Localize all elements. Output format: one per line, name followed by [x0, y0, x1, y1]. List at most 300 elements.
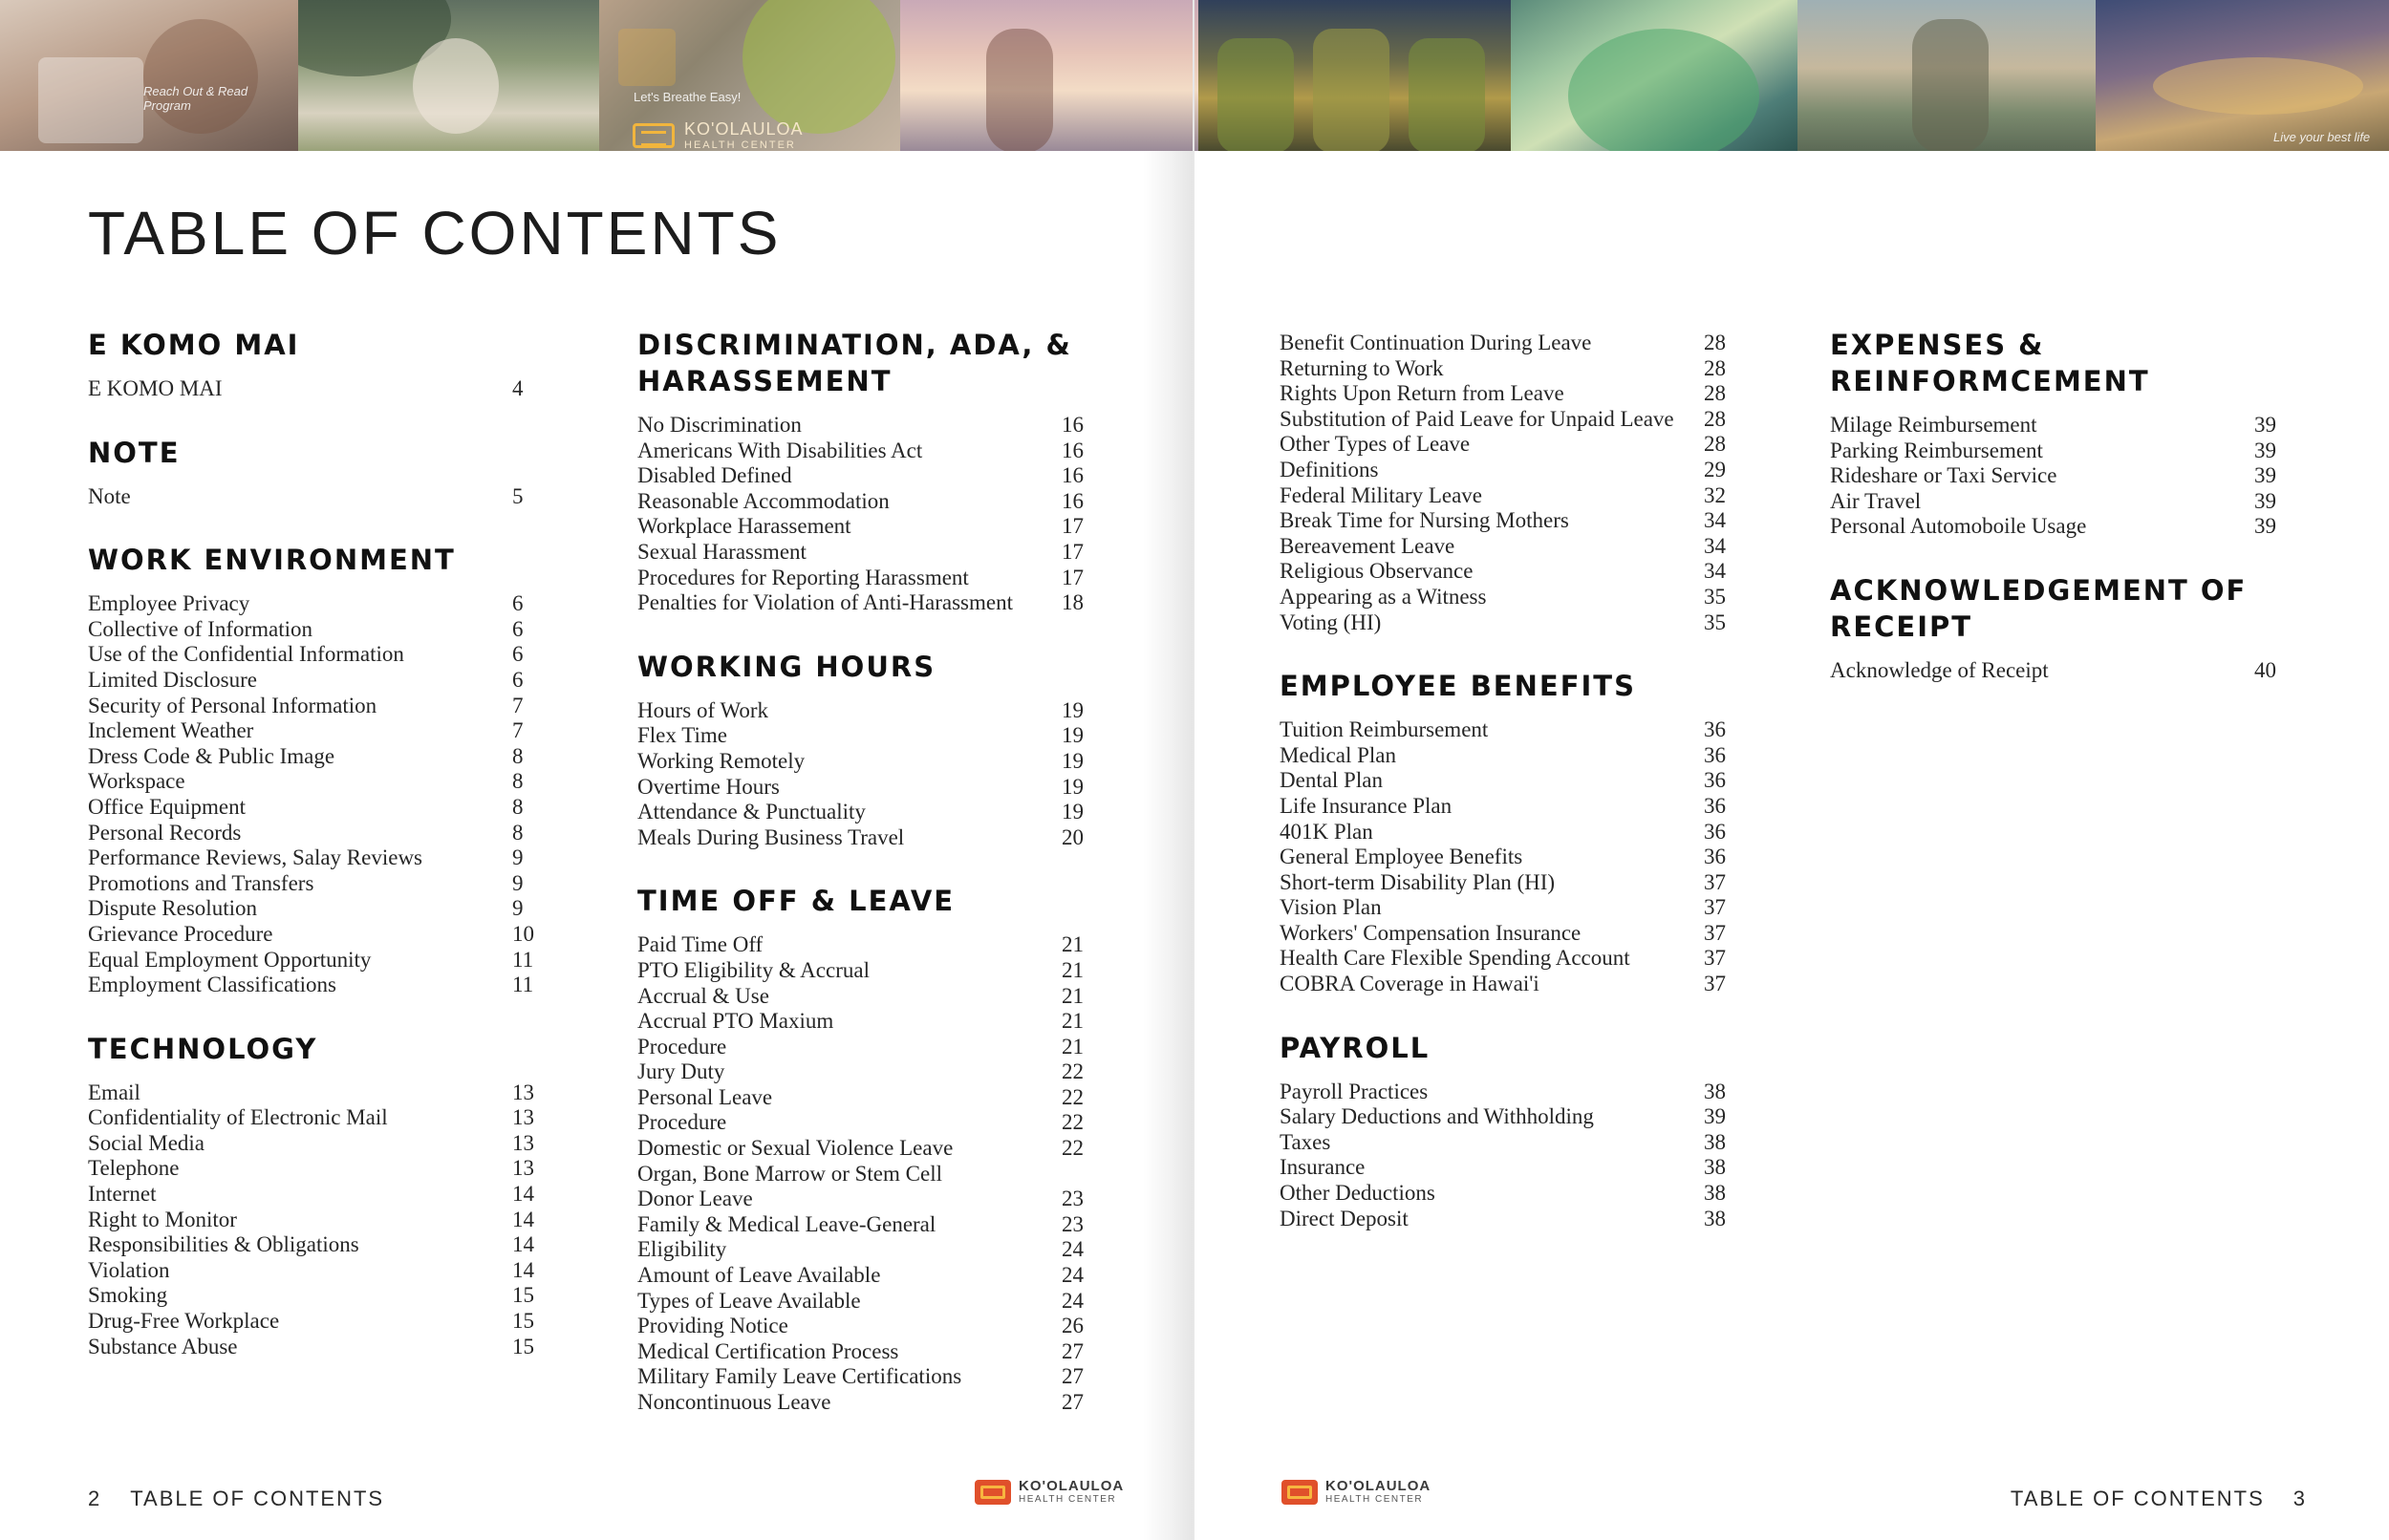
toc-entry-page: 21 [1062, 957, 1084, 982]
toc-section [88, 542, 535, 998]
toc-entry-page: 19 [1062, 723, 1084, 748]
footer-left [88, 1487, 384, 1511]
toc-entry[interactable] [637, 590, 1085, 616]
toc-entry-page: 34 [1704, 508, 1726, 533]
toc-entry-page: 16 [1062, 463, 1084, 488]
toc-entry-page: 38 [1704, 1181, 1726, 1206]
toc-entry-label: Limited Disclosure [88, 667, 257, 692]
toc-entry[interactable] [88, 1080, 535, 1106]
toc-entry-page: 35 [1704, 610, 1726, 634]
toc-entry-label: Jury Duty [637, 1059, 725, 1084]
toc-entry-page: 27 [1062, 1364, 1084, 1389]
toc-entry-label: Returning to Work [1280, 355, 1444, 380]
toc-entry-label: Milage Reimbursement [1830, 413, 2037, 437]
banner-logo-sub: HEALTH CENTER [684, 139, 796, 151]
toc-entry[interactable] [1280, 895, 1727, 921]
section-heading: TIME OFF & LEAVE [637, 885, 956, 918]
toc-entry[interactable] [637, 1085, 1085, 1111]
toc-entry-page: 28 [1704, 432, 1726, 457]
toc-entry-page: 9 [512, 845, 524, 870]
toc-entry-page: 27 [1062, 1338, 1084, 1363]
toc-entry[interactable] [637, 1263, 1085, 1289]
toc-entry-label: Security of Personal Information [88, 693, 377, 717]
toc-entry[interactable] [1830, 658, 2277, 684]
toc-entry[interactable] [1280, 1207, 1727, 1232]
toc-entry[interactable] [88, 1335, 535, 1360]
toc-entry-label: Employment Classifications [88, 973, 336, 997]
toc-entry[interactable] [88, 922, 535, 948]
toc-entry-label: Bereavement Leave [1280, 533, 1455, 558]
toc-entry[interactable] [637, 413, 1085, 438]
toc-entry-label: COBRA Coverage in Hawai'i [1280, 972, 1539, 996]
toc-entry-label: Inclement Weather [88, 718, 254, 743]
toc-entry-page: 7 [512, 693, 524, 717]
toc-entry[interactable] [88, 694, 535, 719]
toc-entry-label: Dental Plan [1280, 768, 1383, 793]
toc-entry-page: 6 [512, 667, 524, 692]
toc-entry-label: Responsibilities & Obligations [88, 1232, 359, 1257]
toc-entry-label: Vision Plan [1280, 895, 1382, 920]
toc-entry[interactable] [637, 1187, 1085, 1212]
toc-entry-label: Providing Notice [637, 1314, 788, 1338]
koolauloa-logo-icon [1281, 1480, 1318, 1505]
toc-entry-label: Dispute Resolution [88, 896, 257, 921]
toc-entry[interactable] [88, 376, 535, 402]
toc-section [637, 327, 1085, 616]
toc-section [88, 327, 535, 402]
toc-entry[interactable] [88, 795, 535, 821]
toc-entry-page: 19 [1062, 800, 1084, 824]
toc-entry[interactable] [88, 1182, 535, 1208]
toc-entry[interactable] [637, 1009, 1085, 1035]
toc-entry-label: Insurance [1280, 1155, 1366, 1180]
toc-entry[interactable] [637, 958, 1085, 984]
toc-entry-page: 28 [1704, 381, 1726, 406]
toc-entry[interactable] [1280, 1155, 1727, 1181]
toc-entry-label: PTO Eligibility & Accrual [637, 957, 870, 982]
toc-entry[interactable] [88, 591, 535, 617]
banner-caption-breathe: Let's Breathe Easy! [634, 90, 742, 104]
toc-entry-label: Overtime Hours [637, 774, 780, 799]
toc-entry-page: 36 [1704, 845, 1726, 869]
toc-entry[interactable] [1280, 972, 1727, 997]
toc-entry[interactable] [88, 617, 535, 643]
toc-entry-label: Medical Plan [1280, 742, 1396, 767]
toc-entry-label: Donor Leave [637, 1187, 753, 1211]
koolauloa-logo-icon [975, 1480, 1011, 1505]
toc-entry-page: 39 [2254, 438, 2276, 462]
toc-entry[interactable] [1280, 1080, 1727, 1105]
toc-entry-label: Workers' Compensation Insurance [1280, 920, 1582, 945]
toc-entry[interactable] [1280, 921, 1727, 947]
toc-column-4 [1830, 327, 2277, 717]
toc-entry-page: 11 [512, 973, 534, 997]
toc-entry[interactable] [1280, 845, 1727, 870]
toc-entry-label: Personal Automoboile Usage [1830, 514, 2087, 539]
section-heading: PAYROLL [1280, 1031, 1431, 1064]
banner-photo-elder [298, 0, 599, 151]
toc-entry-label: Promotions and Transfers [88, 870, 314, 895]
toc-entry-label: Working Remotely [637, 748, 806, 773]
toc-entry-page: 29 [1704, 457, 1726, 481]
toc-entry-label: Note [88, 483, 131, 508]
toc-entry[interactable] [637, 514, 1085, 540]
footer-logo-name: KO'OLAULOA [1019, 1478, 1125, 1494]
toc-entry-page: 36 [1704, 793, 1726, 818]
toc-entry[interactable] [1280, 508, 1727, 534]
toc-entry-label: Telephone [88, 1156, 180, 1181]
toc-entry-label: Social Media [88, 1130, 204, 1155]
toc-entry-label: Accrual & Use [637, 983, 769, 1008]
footer-logo-sub: HEALTH CENTER [1325, 1494, 1424, 1505]
toc-entry-page: 35 [1704, 584, 1726, 609]
toc-entry-label: Voting (HI) [1280, 610, 1382, 634]
toc-entry-label: Other Types of Leave [1280, 432, 1471, 457]
toc-entry-page: 38 [1704, 1129, 1726, 1154]
toc-entry-label: No Discrimination [637, 413, 802, 437]
toc-entry[interactable] [637, 800, 1085, 825]
toc-entry[interactable] [1280, 1130, 1727, 1156]
toc-entry[interactable] [637, 1136, 1085, 1162]
toc-entry-label: Medical Certification Process [637, 1338, 899, 1363]
toc-entry-page: 37 [1704, 895, 1726, 920]
banner-caption-live: Live your best life [2273, 130, 2371, 144]
toc-entry[interactable] [1280, 381, 1727, 407]
toc-column-3 [1280, 331, 1727, 1264]
toc-column-1 [88, 327, 535, 1392]
toc-entry[interactable] [88, 821, 535, 846]
toc-entry-label: Break Time for Nursing Mothers [1280, 508, 1569, 533]
banner-photo-wave [1511, 0, 1797, 151]
toc-entry[interactable] [88, 718, 535, 744]
toc-entry-label: Substitution of Paid Leave for Unpaid Leave [1280, 406, 1674, 431]
toc-entry-page: 37 [1704, 972, 1726, 996]
toc-entry[interactable] [88, 871, 535, 897]
toc-entry[interactable] [88, 1258, 535, 1284]
toc-entry-label: Paid Time Off [637, 932, 764, 957]
toc-entry-page: 16 [1062, 438, 1084, 462]
toc-entry-label: Federal Military Leave [1280, 482, 1483, 507]
toc-entry[interactable] [637, 825, 1085, 851]
toc-entry-label: Workspace [88, 769, 185, 794]
toc-entry-label: Parking Reimbursement [1830, 438, 2043, 462]
toc-entry[interactable] [637, 1289, 1085, 1315]
toc-entry-page: 5 [512, 483, 524, 508]
banner-logo-name: KO'OLAULOA [684, 119, 804, 139]
toc-entry-label: Personal Records [88, 820, 242, 845]
toc-entry-label: Meals During Business Travel [637, 824, 905, 849]
toc-entry[interactable] [637, 1237, 1085, 1263]
toc-entry-label: Personal Leave [637, 1084, 773, 1109]
toc-entry-label: Amount of Leave Available [637, 1263, 881, 1288]
banner-logo [633, 120, 803, 151]
toc-entry-label: Office Equipment [88, 794, 246, 819]
toc-entry-label: Workplace Harassement [637, 514, 851, 539]
toc-entry-page: 28 [1704, 406, 1726, 431]
toc-entry-label: Collective of Information [88, 616, 313, 641]
section-heading: ACKNOWLEDGEMENT OF RECEIPT [1830, 573, 2248, 643]
toc-entry-page: 32 [1704, 482, 1726, 507]
banner-photo-walking-man [1797, 0, 2096, 151]
toc-entry-label: General Employee Benefits [1280, 845, 1523, 869]
toc-entry-page: 7 [512, 718, 524, 743]
toc-entry[interactable] [637, 723, 1085, 749]
toc-entry-label: Use of the Confidential Information [88, 642, 404, 667]
toc-entry-page: 38 [1704, 1155, 1726, 1180]
toc-entry[interactable] [1280, 534, 1727, 560]
toc-entry[interactable] [1830, 413, 2277, 438]
toc-entry[interactable] [1280, 432, 1727, 458]
toc-entry-label: Penalties for Violation of Anti-Harassment [637, 590, 1013, 615]
banner-photo-sunset [2096, 0, 2389, 151]
section-heading: TECHNOLOGY [88, 1032, 318, 1065]
toc-entry[interactable] [1280, 483, 1727, 509]
toc-entry[interactable] [88, 1309, 535, 1335]
toc-entry[interactable] [1280, 585, 1727, 610]
section-heading: EXPENSES & REINFORMCEMENT [1830, 329, 2150, 397]
toc-entry-page: 28 [1704, 331, 1726, 354]
toc-entry-page: 20 [1062, 824, 1084, 849]
toc-entry-label: Short-term Disability Plan (HI) [1280, 869, 1556, 894]
toc-entry-page: 9 [512, 870, 524, 895]
toc-entry[interactable] [88, 896, 535, 922]
toc-entry-label: Payroll Practices [1280, 1079, 1429, 1103]
toc-entry[interactable] [88, 1208, 535, 1233]
toc-entry[interactable] [1280, 820, 1727, 845]
toc-entry-page: 11 [512, 947, 534, 972]
toc-entry-label: Organ, Bone Marrow or Stem Cell [637, 1161, 942, 1186]
section-heading: WORK ENVIRONMENT [88, 544, 456, 577]
toc-entry-page: 23 [1062, 1211, 1084, 1236]
section-heading: E KOMO MAI [88, 329, 300, 361]
toc-entry-page: 19 [1062, 748, 1084, 773]
footer-logo-right [1281, 1479, 1431, 1505]
toc-entry[interactable] [88, 973, 535, 998]
toc-entry[interactable] [1280, 1104, 1727, 1130]
toc-entry-label: Procedure [637, 1034, 727, 1059]
toc-entry-page: 17 [1062, 539, 1084, 564]
toc-entry[interactable] [1280, 331, 1727, 356]
toc-entry[interactable] [1280, 870, 1727, 896]
footer-logo-left [975, 1479, 1124, 1505]
banner-caption-reach-out: Reach Out & Read Program [143, 84, 248, 113]
toc-entry-page: 6 [512, 642, 524, 667]
toc-entry[interactable] [88, 1156, 535, 1182]
toc-entry-page: 39 [1704, 1104, 1726, 1129]
toc-entry[interactable] [1280, 946, 1727, 972]
toc-entry[interactable] [637, 1059, 1085, 1085]
toc-entry-page: 27 [1062, 1390, 1084, 1414]
photo-banner [0, 0, 2389, 151]
toc-entry[interactable] [1280, 458, 1727, 483]
toc-entry-label: Eligibility [637, 1237, 727, 1262]
toc-column-2 [637, 327, 1085, 1448]
toc-entry-label: Grievance Procedure [88, 921, 273, 946]
toc-entry[interactable] [88, 948, 535, 973]
toc-entry-page: 36 [1704, 768, 1726, 793]
toc-entry-label: Procedures for Reporting Harassment [637, 565, 969, 589]
toc-entry[interactable] [637, 775, 1085, 801]
toc-entry[interactable] [88, 1105, 535, 1131]
toc-entry-page: 22 [1062, 1084, 1084, 1109]
toc-entry[interactable] [637, 489, 1085, 515]
toc-entry-page: 8 [512, 743, 524, 768]
toc-entry[interactable] [1280, 743, 1727, 769]
toc-entry-page: 36 [1704, 717, 1726, 742]
toc-entry-label: Military Family Leave Certifications [637, 1364, 962, 1389]
toc-entry[interactable] [88, 769, 535, 795]
toc-entry-page: 38 [1704, 1079, 1726, 1103]
toc-entry[interactable] [637, 749, 1085, 775]
toc-entry-page: 13 [512, 1130, 534, 1155]
toc-entry[interactable] [637, 1390, 1085, 1416]
toc-entry-label: Appearing as a Witness [1280, 584, 1487, 609]
toc-entry-label: Domestic or Sexual Violence Leave [637, 1136, 954, 1161]
toc-entry-page: 22 [1062, 1110, 1084, 1135]
toc-entry-label: Substance Abuse [88, 1334, 238, 1358]
toc-entry-label: Reasonable Accommodation [637, 488, 890, 513]
toc-entry[interactable] [637, 438, 1085, 464]
toc-entry[interactable] [637, 463, 1085, 489]
toc-entry-label: Procedure [637, 1110, 727, 1135]
toc-entry[interactable] [637, 932, 1085, 958]
toc-entry-label: Right to Monitor [88, 1207, 237, 1231]
toc-entry[interactable] [1830, 463, 2277, 489]
toc-entry[interactable] [1280, 794, 1727, 820]
toc-entry-label: Drug-Free Workplace [88, 1309, 280, 1334]
toc-entry-page: 21 [1062, 932, 1084, 957]
toc-entry[interactable] [88, 1232, 535, 1258]
toc-entry-label: Confidentiality of Electronic Mail [88, 1105, 388, 1130]
toc-entry-page: 10 [512, 921, 534, 946]
toc-entry[interactable] [1280, 1181, 1727, 1207]
toc-entry-label: Family & Medical Leave-General [637, 1211, 936, 1236]
toc-entry-label: Employee Privacy [88, 591, 250, 616]
toc-entry-label: Dress Code & Public Image [88, 743, 335, 768]
toc-entry-page: 37 [1704, 869, 1726, 894]
toc-entry[interactable] [88, 845, 535, 871]
toc-entry-label: Noncontinuous Leave [637, 1390, 831, 1414]
toc-entry[interactable] [637, 698, 1085, 724]
toc-entry-page: 15 [512, 1283, 534, 1308]
toc-entry[interactable] [88, 484, 535, 510]
toc-section [1830, 327, 2277, 540]
toc-entry-page: 16 [1062, 413, 1084, 437]
toc-entry-page: 17 [1062, 514, 1084, 539]
footer-logo-sub: HEALTH CENTER [1019, 1494, 1117, 1505]
toc-entry-page: 14 [512, 1257, 534, 1282]
toc-entry[interactable] [637, 1162, 1085, 1187]
toc-entry-page: 37 [1704, 920, 1726, 945]
toc-entry-label: Definitions [1280, 457, 1379, 481]
toc-entry[interactable] [1280, 610, 1727, 636]
toc-entry-page: 39 [2254, 463, 2276, 488]
page-divider [1193, 0, 1194, 1540]
page-number-left: 2 [88, 1487, 102, 1510]
toc-entry[interactable] [637, 1364, 1085, 1390]
footer-logo-name: KO'OLAULOA [1325, 1478, 1431, 1494]
toc-entry-page: 21 [1062, 983, 1084, 1008]
toc-section [88, 435, 535, 510]
toc-entry[interactable] [1830, 489, 2277, 515]
toc-entry-page: 14 [512, 1182, 534, 1207]
toc-entry-page: 21 [1062, 1034, 1084, 1059]
toc-entry-page: 13 [512, 1080, 534, 1104]
toc-entry-label: Disabled Defined [637, 463, 792, 488]
toc-entry-label: Types of Leave Available [637, 1288, 861, 1313]
toc-entry-page: 24 [1062, 1288, 1084, 1313]
toc-entry-label: Internet [88, 1182, 157, 1207]
toc-entry-label: Air Travel [1830, 488, 1922, 513]
toc-entry[interactable] [637, 1110, 1085, 1136]
toc-entry-page: 39 [2254, 514, 2276, 539]
toc-entry[interactable] [1830, 438, 2277, 464]
page-spine-shadow [1143, 151, 1193, 1540]
banner-photo-hula [1198, 0, 1511, 151]
toc-entry[interactable] [1280, 768, 1727, 794]
toc-entry-label: Violation [88, 1257, 170, 1282]
toc-entry-label: E KOMO MAI [88, 376, 223, 400]
toc-entry[interactable] [637, 1314, 1085, 1339]
toc-entry[interactable] [637, 540, 1085, 566]
toc-entry[interactable] [1280, 356, 1727, 382]
section-heading: EMPLOYEE BENEFITS [1280, 670, 1636, 703]
toc-entry[interactable] [1280, 559, 1727, 585]
toc-entry-page: 36 [1704, 819, 1726, 844]
toc-entry[interactable] [88, 744, 535, 770]
toc-entry-label: Sexual Harassment [637, 539, 807, 564]
toc-section [1280, 668, 1727, 997]
toc-entry-page: 39 [2254, 488, 2276, 513]
toc-entry[interactable] [88, 642, 535, 668]
toc-entry[interactable] [637, 984, 1085, 1010]
toc-entry-page: 15 [512, 1334, 534, 1358]
toc-entry[interactable] [1830, 514, 2277, 540]
page-title: TABLE OF CONTENTS [88, 199, 782, 267]
footer-right [2011, 1487, 2307, 1511]
toc-entry-label: Hours of Work [637, 697, 768, 722]
toc-section [88, 1031, 535, 1360]
toc-entry-page: 14 [512, 1232, 534, 1257]
toc-entry-label: Rights Upon Return from Leave [1280, 381, 1564, 406]
banner-photo-beach-woman [900, 0, 1198, 151]
toc-entry-page: 17 [1062, 565, 1084, 589]
toc-entry[interactable] [637, 1339, 1085, 1365]
toc-entry-page: 34 [1704, 533, 1726, 558]
toc-entry[interactable] [637, 1212, 1085, 1238]
footer-label-right: TABLE OF CONTENTS [2010, 1487, 2265, 1510]
toc-entry-page: 13 [512, 1105, 534, 1130]
toc-entry[interactable] [88, 1283, 535, 1309]
toc-entry-label: Accrual PTO Maxium [637, 1009, 834, 1034]
toc-entry[interactable] [637, 1035, 1085, 1060]
toc-entry-page: 22 [1062, 1136, 1084, 1161]
toc-entry-label: Religious Observance [1280, 559, 1474, 584]
toc-entry-page: 23 [1062, 1187, 1084, 1211]
toc-entry[interactable] [88, 1131, 535, 1157]
toc-entry-page: 16 [1062, 488, 1084, 513]
toc-entry-label: Equal Employment Opportunity [88, 947, 372, 972]
toc-entry-label: Attendance & Punctuality [637, 800, 866, 824]
toc-entry-page: 13 [512, 1156, 534, 1181]
toc-entry-page: 15 [512, 1309, 534, 1334]
toc-entry[interactable] [88, 668, 535, 694]
toc-entry[interactable] [1280, 717, 1727, 743]
toc-entry-label: Americans With Disabilities Act [637, 438, 923, 462]
toc-entry[interactable] [1280, 407, 1727, 433]
toc-entry[interactable] [637, 566, 1085, 591]
toc-entry-label: Email [88, 1080, 140, 1104]
